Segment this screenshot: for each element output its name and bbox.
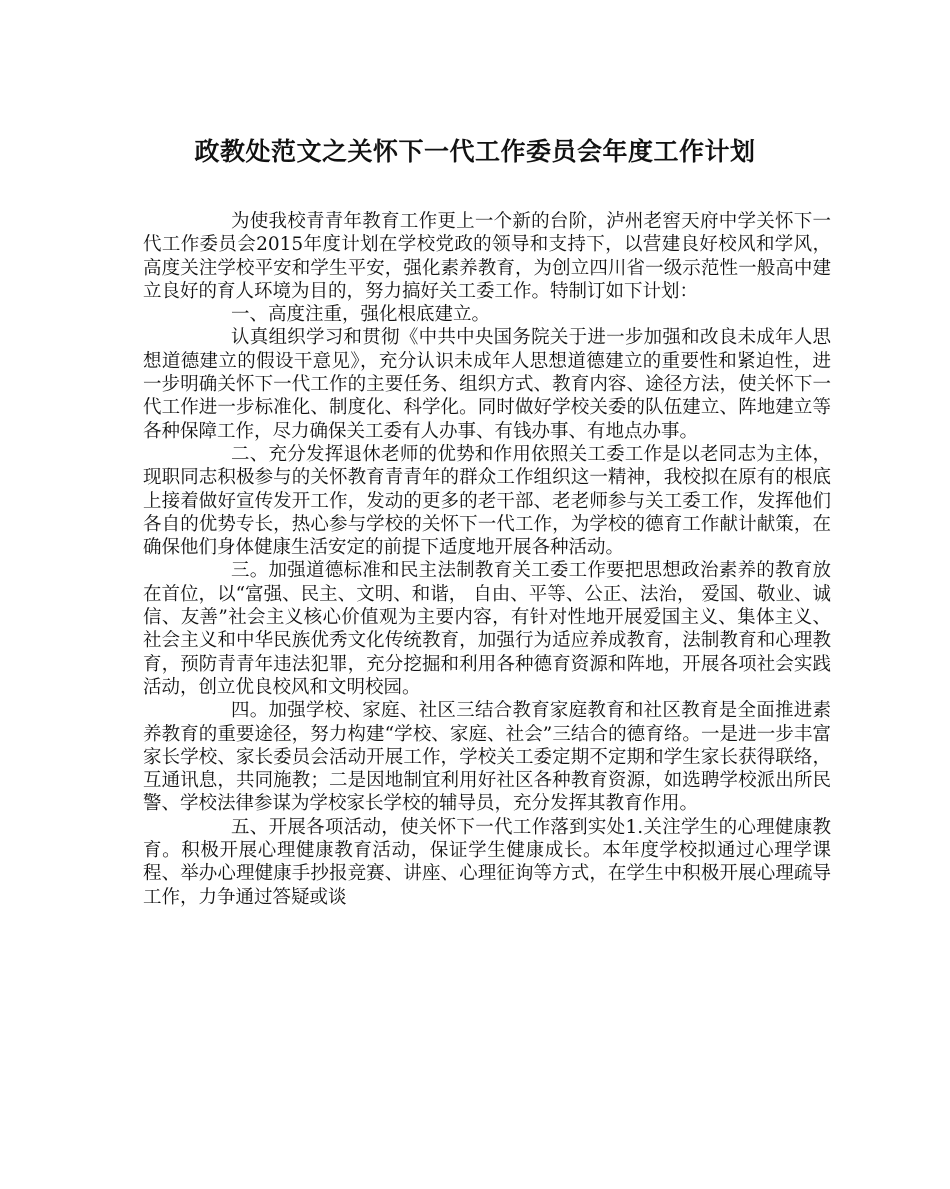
paragraph-section-2: 二、充分发挥退休老师的优势和作用依照关工委工作是以老同志为主体，现职同志积极参与的关怀教育青青年的群众工作组织这一精神，我校拟在原有的根底上接着做好宣传发开工作，发动的更多的老干部、老老师参与关工委工作，发挥他们各自的优势专长，热心参与学校的关怀下一代工作，为学校的德育工作献计献策，在确保他们身体健康生活安定的前提下适度地开展各种活动。 — [143, 443, 831, 559]
paragraph-section-3: 三。加强道德标准和民主法制教育关工委工作要把思想政治素养的教育放在首位，以“富强、民主、文明、和谐， 自由、平等、公正、法治， 爱国、敬业、诚信、友善”社会主义核心价值观为主要内容，有针对性地开展爱国主义、集体主义、社会主义和中华民族优秀文化传统教育，加强行为适应养成教育，法制教育和心理教育，预防青青年违法犯罪，充分挖掘和利用各种德育资源和阵地，开展各项社会实践活动，创立优良校风和文明校园。 — [143, 560, 831, 698]
paragraph-section-5: 五、开展各项活动，使关怀下一代工作落到实处1.关注学生的心理健康教育。积极开展心理健康教育活动，保证学生健康成长。本年度学校拟通过心理学课程、举办心理健康手抄报竞赛、讲座、心理征询等方式，在学生中积极开展心理疏导工作，力争通过答疑或谈 — [143, 816, 831, 908]
paragraph-intro: 为使我校青青年教育工作更上一个新的台阶，泸州老窖天府中学关怀下一代工作委员会2015年度计划在学校党政的领导和支持下，以营建良好校风和学风，高度关注学校平安和学生平安，强化素养教育，为创立四川省一级示范性一般高中建立良好的育人环境为目的，努力搞好关工委工作。特制订如下计划： — [143, 211, 831, 302]
paragraph-section-1-heading: 一、高度注重，强化根底建立。 — [231, 304, 491, 326]
document-body — [143, 210, 831, 909]
paragraph-section-4: 四。加强学校、家庭、社区三结合教育家庭教育和社区教育是全面推进素养教育的重要途径，努力构建“学校、家庭、社会”三结合的德育络。一是进一步丰富家长学校、家长委员会活动开展工作，学校关工委定期不定期和学生家长获得联络，互通讯息，共同施教；二是因地制宜利用好社区各种教育资源，如选聘学校派出所民警、学校法律参谋为学校家长学校的辅导员，充分发挥其教育作用。 — [143, 700, 831, 815]
document-title: 政教处范文之关怀下一代工作委员会年度工作计划 — [194, 137, 756, 166]
paragraph-section-1-body: 认真组织学习和贯彻《中共中央国务院关于进一步加强和改良未成年人思想道德建立的假设干意见》，充分认识未成年人思想道德建立的重要性和紧迫性，进一步明确关怀下一代工作的主要任务、组织方式、教育内容、途径方法，使关怀下一代工作进一步标准化、制度化、科学化。同时做好学校关委的队伍建立、阵地建立等各种保障工作，尽力确保关工委有人办事、有钱办事、有地点办事。 — [143, 327, 831, 442]
